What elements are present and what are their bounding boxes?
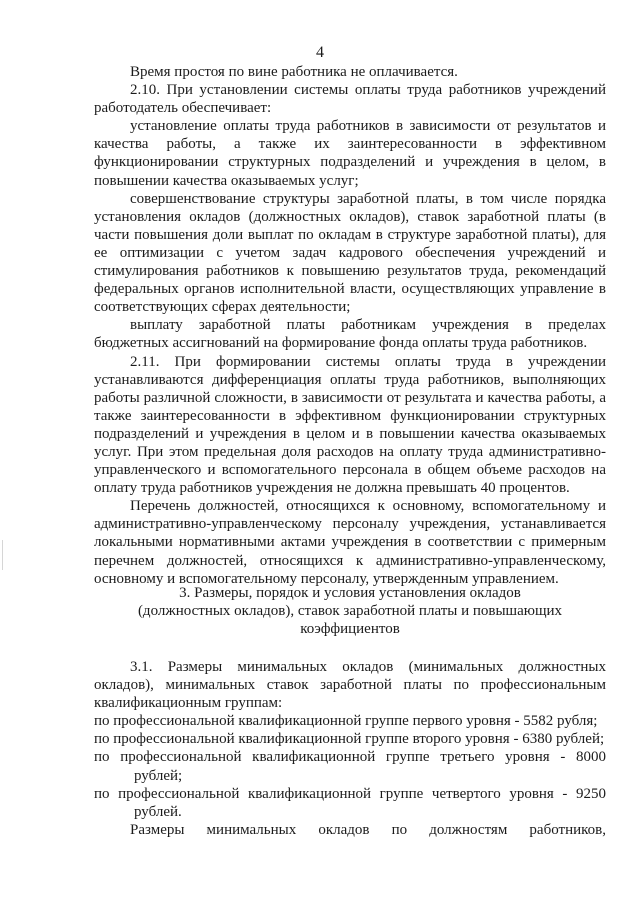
paragraph-structure-improvement: совершенствование структуры заработной платы, в том числе порядка установления окладов (должностных окладов), ставок заработной платы (в части повышения доли выплат по окладам в структуре заработной платы), для ее оптимизации с учетом задач кадрового обеспечения учреждений и стимулирования работников к повышению результатов труда, рекомендаций федеральных органов исполнительной власти, осуществляющих управление в соответствующих сферах деятельности; [94, 190, 606, 316]
paragraph-2-11: 2.11. При формировании системы оплаты труда в учреждении устанавливаются дифференциация оплаты труда работников, выполняющих работы различной сложности, в зависимости от результата и качества работы, а также заинтересованности в эффективном функционировании структурных подразделений и учреждения в целом и в повышении качества оказываемых услуг. При этом предельная доля расходов на оплату труда административно-управленческого и вспомогательного персонала в общем объеме расходов на оплату труда работников учреждения не должна превышать 40 процентов. [94, 353, 606, 497]
paragraph-2-10: 2.10. При установлении системы оплаты труда работников учреждений работодатель обеспечивает: [94, 82, 606, 117]
section-heading-line-3: коэффициентов [300, 621, 400, 638]
paragraph-pay-by-results: установление оплаты труда работников в зависимости от результатов и качества работы, а также их заинтересованности в эффективном функционировании структурных подразделений и учреждения в целом, в повышении качества оказываемых услуг; [94, 118, 606, 189]
paragraph-last-line: Размеры минимальных окладов по должностям работников, [130, 821, 606, 838]
paragraph-budget-payment: выплату заработной платы работникам учреждения в пределах бюджетных ассигнований на формирование фонда оплаты труда работников. [94, 317, 606, 352]
salary-item-level-2: по профессиональной квалификационной группе второго уровня - 6380 рублей; [94, 731, 605, 748]
page-number: 4 [316, 44, 324, 61]
scan-edge-mark [2, 540, 3, 570]
paragraph-3-1: 3.1. Размеры минимальных окладов (минимальных должностных окладов), минимальных ставок заработной платы по профессиональным квалификационным группам: [94, 659, 606, 712]
body-text-top [94, 63, 606, 588]
salary-item-level-3: по профессиональной квалификационной группе третьего уровня - 8000 рублей; [94, 749, 606, 784]
body-text-section-3 [94, 658, 606, 839]
paragraph-idle-time: Время простоя по вине работника не оплачивается. [130, 64, 458, 80]
section-heading [94, 584, 606, 638]
salary-item-level-1: по профессиональной квалификационной группе первого уровня - 5582 рубля; [94, 713, 598, 730]
salary-item-level-4: по профессиональной квалификационной группе четвертого уровня - 9250 рублей. [94, 785, 606, 820]
paragraph-position-list: Перечень должностей, относящихся к основному, вспомогательному и административно-управленческому персоналу учреждения, устанавливается локальными нормативными актами учреждения в соответствии с примерным перечнем должностей, относящихся к административно-управленческому, основному и вспомогательному персоналу, утвержденным управлением. [94, 498, 606, 587]
section-heading-line-2: (должностных окладов), ставок заработной платы и повышающих [137, 603, 563, 620]
section-heading-line-1: 3. Размеры, порядок и условия установления окладов [179, 585, 521, 601]
